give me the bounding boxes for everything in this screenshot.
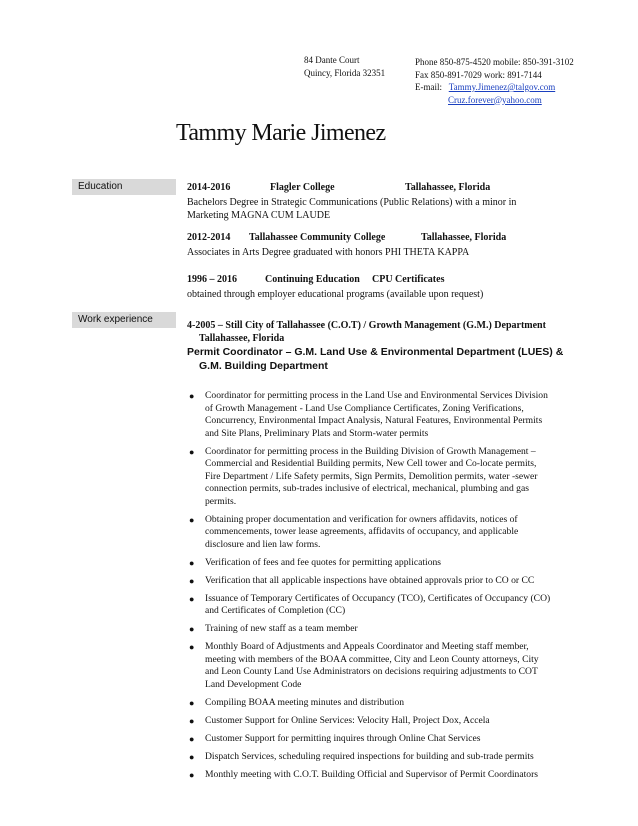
edu-2-description: Associates in Arts Degree graduated with honors PHI THETA KAPPA — [187, 247, 470, 258]
duty-line: Commercial and Residential Building permits, New Cell tower and Co-locate permits, — [205, 458, 537, 469]
edu-3-school: Continuing Education — [265, 274, 360, 285]
duty-line: Customer Support for Online Services: Velocity Hall, Project Dox, Accela — [205, 714, 490, 726]
edu-1-school: Flagler College — [270, 182, 335, 193]
job-location: Tallahassee, Florida — [199, 332, 285, 344]
duty-line: Issuance of Temporary Certificates of Occupancy (TCO), Certificates of Occupancy (CO) — [205, 592, 551, 604]
duty-line: connection permits, sub-trades inclusive of electrical, mechanical, plumbing and gas — [205, 483, 529, 494]
bullet-icon: ● — [189, 557, 195, 568]
duty-item — [187, 697, 572, 710]
edu-3-location: CPU Certificates — [372, 274, 445, 285]
duty-line: commencements, tower lease agreements, affidavits of occupancy, and applicable — [205, 526, 519, 537]
contact-block — [415, 56, 574, 106]
duty-line: and Site Plans, Preliminary Plats and Storm-water permits — [205, 427, 429, 439]
job-title: Permit Coordinator – G.M. Land Use & Environmental Department (LUES) & G.M. Building Department — [187, 346, 564, 372]
duty-line: Verification of fees and fee quotes for permitting applications — [205, 556, 442, 568]
duty-item — [187, 733, 572, 746]
edu-1-years: 2014-2016 — [187, 182, 231, 193]
duty-line: Coordinator for permitting process in the Building Division of Growth Management – — [205, 445, 536, 457]
fax-line: Fax 850-891-7029 work: 891-7144 — [415, 69, 542, 80]
duty-line: Customer Support for permitting inquires through Online Chat Services — [205, 732, 481, 744]
edu-3-years: 1996 – 2016 — [187, 274, 237, 285]
candidate-name: Tammy Marie Jimenez — [176, 120, 386, 146]
email-link-personal[interactable]: Cruz.forever@yahoo.com — [448, 94, 542, 105]
edu-2-location: Tallahassee, Florida — [421, 232, 507, 243]
duty-item — [187, 575, 572, 588]
job-header — [187, 320, 577, 345]
bullet-icon: ● — [189, 514, 195, 525]
edu-1-description: Bachelors Degree in Strategic Communications (Public Relations) with a minor in Marketing MAGNA CUM LAUDE — [187, 197, 517, 221]
duty-line: Dispatch Services, scheduling required inspections for building and sub-trade permits — [205, 750, 534, 762]
bullet-icon: ● — [189, 769, 195, 780]
duties-list — [187, 390, 572, 787]
duty-item — [187, 557, 572, 570]
edu-1-location: Tallahassee, Florida — [405, 182, 491, 193]
duty-item — [187, 446, 572, 509]
bullet-icon: ● — [189, 697, 195, 708]
edu-3-description: obtained through employer educational programs (available upon request) — [187, 289, 484, 300]
phone-line: Phone 850-875-4520 mobile: 850-391-3102 — [415, 57, 574, 67]
duty-item — [187, 514, 572, 552]
duty-line: Verification that all applicable inspections have obtained approvals prior to CO or CC — [205, 574, 535, 586]
duty-line: Land Development Code — [205, 678, 302, 690]
duty-line: disclosure and lien law forms. — [205, 538, 321, 550]
duty-item — [187, 390, 572, 440]
bullet-icon: ● — [189, 391, 195, 401]
address-block — [304, 54, 385, 80]
duty-item — [187, 751, 572, 764]
duty-item — [187, 623, 572, 636]
duty-item — [187, 593, 572, 618]
bullet-icon: ● — [189, 751, 195, 762]
duty-line: Training of new staff as a team member — [205, 623, 358, 634]
bullet-icon: ● — [189, 446, 195, 457]
bullet-icon: ● — [189, 593, 195, 604]
bullet-icon: ● — [189, 624, 195, 634]
duty-line: Fire Department / Life Safety permits, Sign Permits, Demolition permits, water -sewer — [205, 470, 538, 482]
edu-2-school: Tallahassee Community College — [249, 232, 386, 243]
duty-line: and Certificates of Completion (CC) — [205, 605, 346, 616]
email-link-work[interactable]: Tammy.Jimenez@talgov.com — [448, 82, 556, 92]
edu-2-years: 2012-2014 — [187, 232, 231, 243]
section-heading-work-experience: Work experience — [72, 312, 176, 328]
duty-line: meeting with members of the BOAA committee, City and Leon County attorneys, City — [205, 653, 539, 665]
duty-line: permits. — [205, 495, 237, 507]
duty-line: Concurrency, Environmental Impact Analysis, Natural Features, Environmental Permits — [205, 415, 543, 426]
section-heading-education: Education — [72, 179, 176, 195]
bullet-icon: ● — [189, 642, 195, 652]
address-line-1: 84 Dante Court — [304, 55, 360, 65]
duty-line: Compiling BOAA meeting minutes and distribution — [205, 696, 405, 708]
duty-item — [187, 641, 572, 691]
duty-line: of Growth Management - Land Use Compliance Certificates, Zoning Verifications, — [205, 402, 524, 414]
address-line-2: Quincy, Florida 32351 — [304, 68, 386, 78]
duty-item — [187, 715, 572, 728]
duty-line: Monthly Board of Adjustments and Appeals Coordinator and Meeting staff member, — [205, 641, 529, 652]
duty-line: Obtaining proper documentation and verification for owners affidavits, notices of — [205, 513, 518, 525]
duty-line: Coordinator for permitting process in the Land Use and Environmental Services Division — [205, 390, 548, 401]
bullet-icon: ● — [189, 575, 195, 586]
duty-line: Monthly meeting with C.O.T. Building Official and Supervisor of Permit Coordinators — [205, 768, 538, 780]
job-dates-employer: 4-2005 – Still City of Tallahassee (C.O.T) / Growth Management (G.M.) Department — [187, 320, 546, 331]
duty-line: and Leon County Land Use Administrators on decisions requiring adjustments to COT — [205, 666, 538, 677]
bullet-icon: ● — [189, 715, 195, 726]
email-label: E-mail: — [415, 82, 442, 92]
duty-item — [187, 769, 572, 782]
bullet-icon: ● — [189, 733, 195, 744]
